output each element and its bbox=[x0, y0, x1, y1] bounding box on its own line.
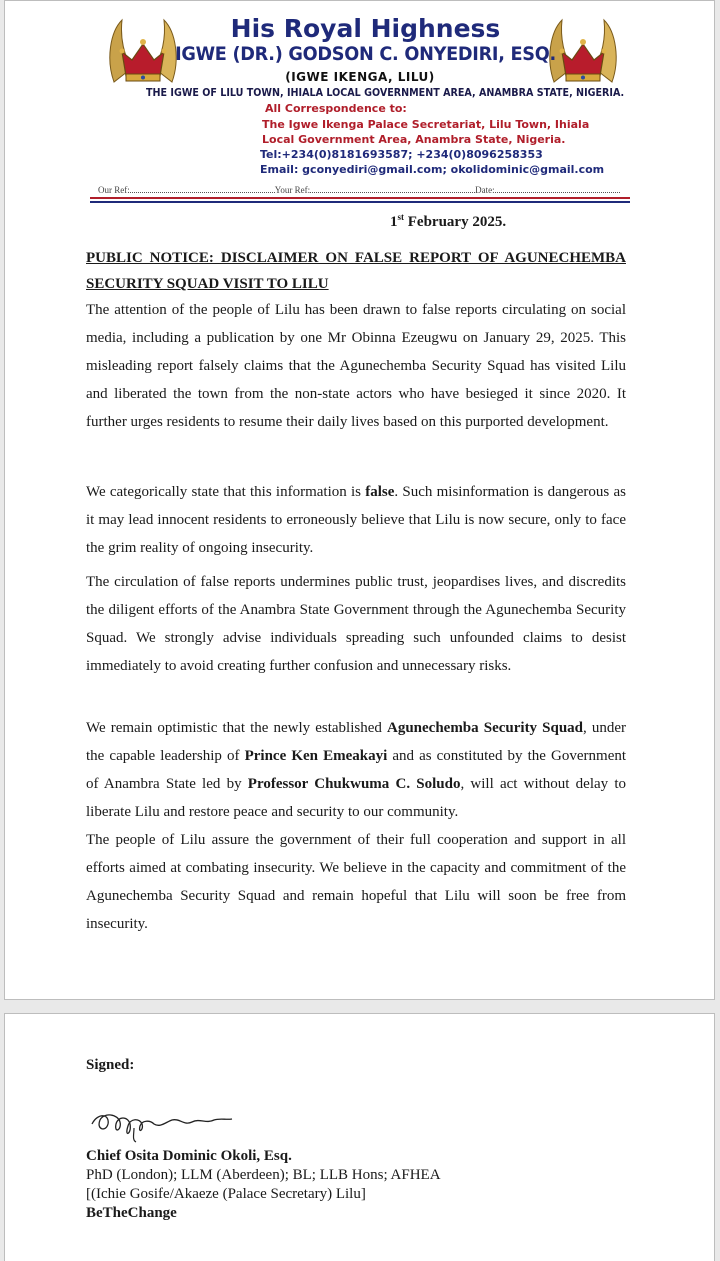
divider-red bbox=[90, 197, 630, 199]
signature-icon bbox=[88, 1104, 238, 1144]
paragraph-4: We remain optimistic that the newly established Agunechemba Security Squad, under the capable leadership of Prince Ken Emeakayi and as constituted by the Government of Anambra State led by Professor Chukwuma C. Soludo, will act without delay to liberate Lilu and restore peace and security to our community. bbox=[86, 720, 627, 820]
notice-title: PUBLIC NOTICE: DISCLAIMER ON FALSE REPORT OF AGUNECHEMBA SECURITY SQUAD VISIT TO LILU bbox=[86, 250, 626, 292]
letterhead-name: IGWE (DR.) GODSON C. ONYEDIRI, ESQ. bbox=[175, 43, 556, 65]
letterhead-locality: THE IGWE OF LILU TOWN, IHIALA LOCAL GOVERNMENT AREA, ANAMBRA STATE, NIGERIA. bbox=[146, 86, 625, 99]
emphasis-false: false bbox=[365, 484, 395, 500]
address-line-1: The Igwe Ikenga Palace Secretariat, Lilu Town, Ihiala bbox=[262, 118, 590, 131]
correspondence-heading: All Correspondence to: bbox=[265, 102, 407, 115]
letterhead-title: His Royal Highness bbox=[230, 14, 501, 43]
email-line: Email: gconyediri@gmail.com; okolidominic@gmail.com bbox=[260, 163, 605, 176]
paragraph-5: The people of Lilu assure the government of their full cooperation and support in all efforts aimed at combating insecurity. We believe in the capacity and commitment of the Agunechemba Security Squad and remain hopeful that Lilu will soon be free from insecurity. bbox=[86, 832, 626, 932]
signatory-qualifications: PhD (London); LLM (Aberdeen); BL; LLB Hons; AFHEA bbox=[86, 1167, 441, 1183]
your-ref-label: Your Ref: bbox=[274, 185, 311, 195]
signatory-name: Chief Osita Dominic Okoli, Esq. bbox=[86, 1148, 292, 1164]
paragraph-3: The circulation of false reports undermines public trust, jeopardises lives, and discredits the diligent efforts of the Anambra State Government through the Agunechemba Security Squad. We strongly advise individuals spreading such unfounded claims to desist immediately to avoid creating further confusion and unnecessary risks. bbox=[86, 574, 626, 674]
signatory-role: [(Ichie Gosife/Akaeze (Palace Secretary) Lilu] bbox=[86, 1186, 366, 1202]
address-line-2: Local Government Area, Anambra State, Nigeria. bbox=[262, 133, 566, 146]
paragraph-1: The attention of the people of Lilu has been drawn to false reports circulating on social media, including a publication by one Mr Obinna Ezeugwu on January 29, 2025. This misleading report falsely claims that the Agunechemba Security Squad has visited Lilu and liberated the town from the non-state actors who have besieged it since 2020. It further urges residents to resume their daily lives based on this purported development. bbox=[86, 302, 626, 430]
reference-line bbox=[98, 185, 628, 195]
letterhead-subtitle: (IGWE IKENGA, LILU) bbox=[285, 70, 435, 84]
signed-label: Signed: bbox=[86, 1057, 135, 1073]
telephone-line: Tel:+234(0)8181693587; +234(0)8096258353 bbox=[260, 148, 543, 161]
signatory-tagline: BeTheChange bbox=[86, 1205, 177, 1221]
divider-blue bbox=[90, 201, 630, 203]
letter-date: 1st February 2025. bbox=[390, 212, 507, 230]
date-label: Date: bbox=[475, 185, 495, 195]
our-ref-label: Our Ref: bbox=[98, 185, 130, 195]
paragraph-2: We categorically state that this information is false. Such misinformation is dangerous as it may lead innocent residents to erroneously believe that Lilu is now secure, only to face the grim reality of ongoing insecurity. bbox=[86, 484, 626, 556]
